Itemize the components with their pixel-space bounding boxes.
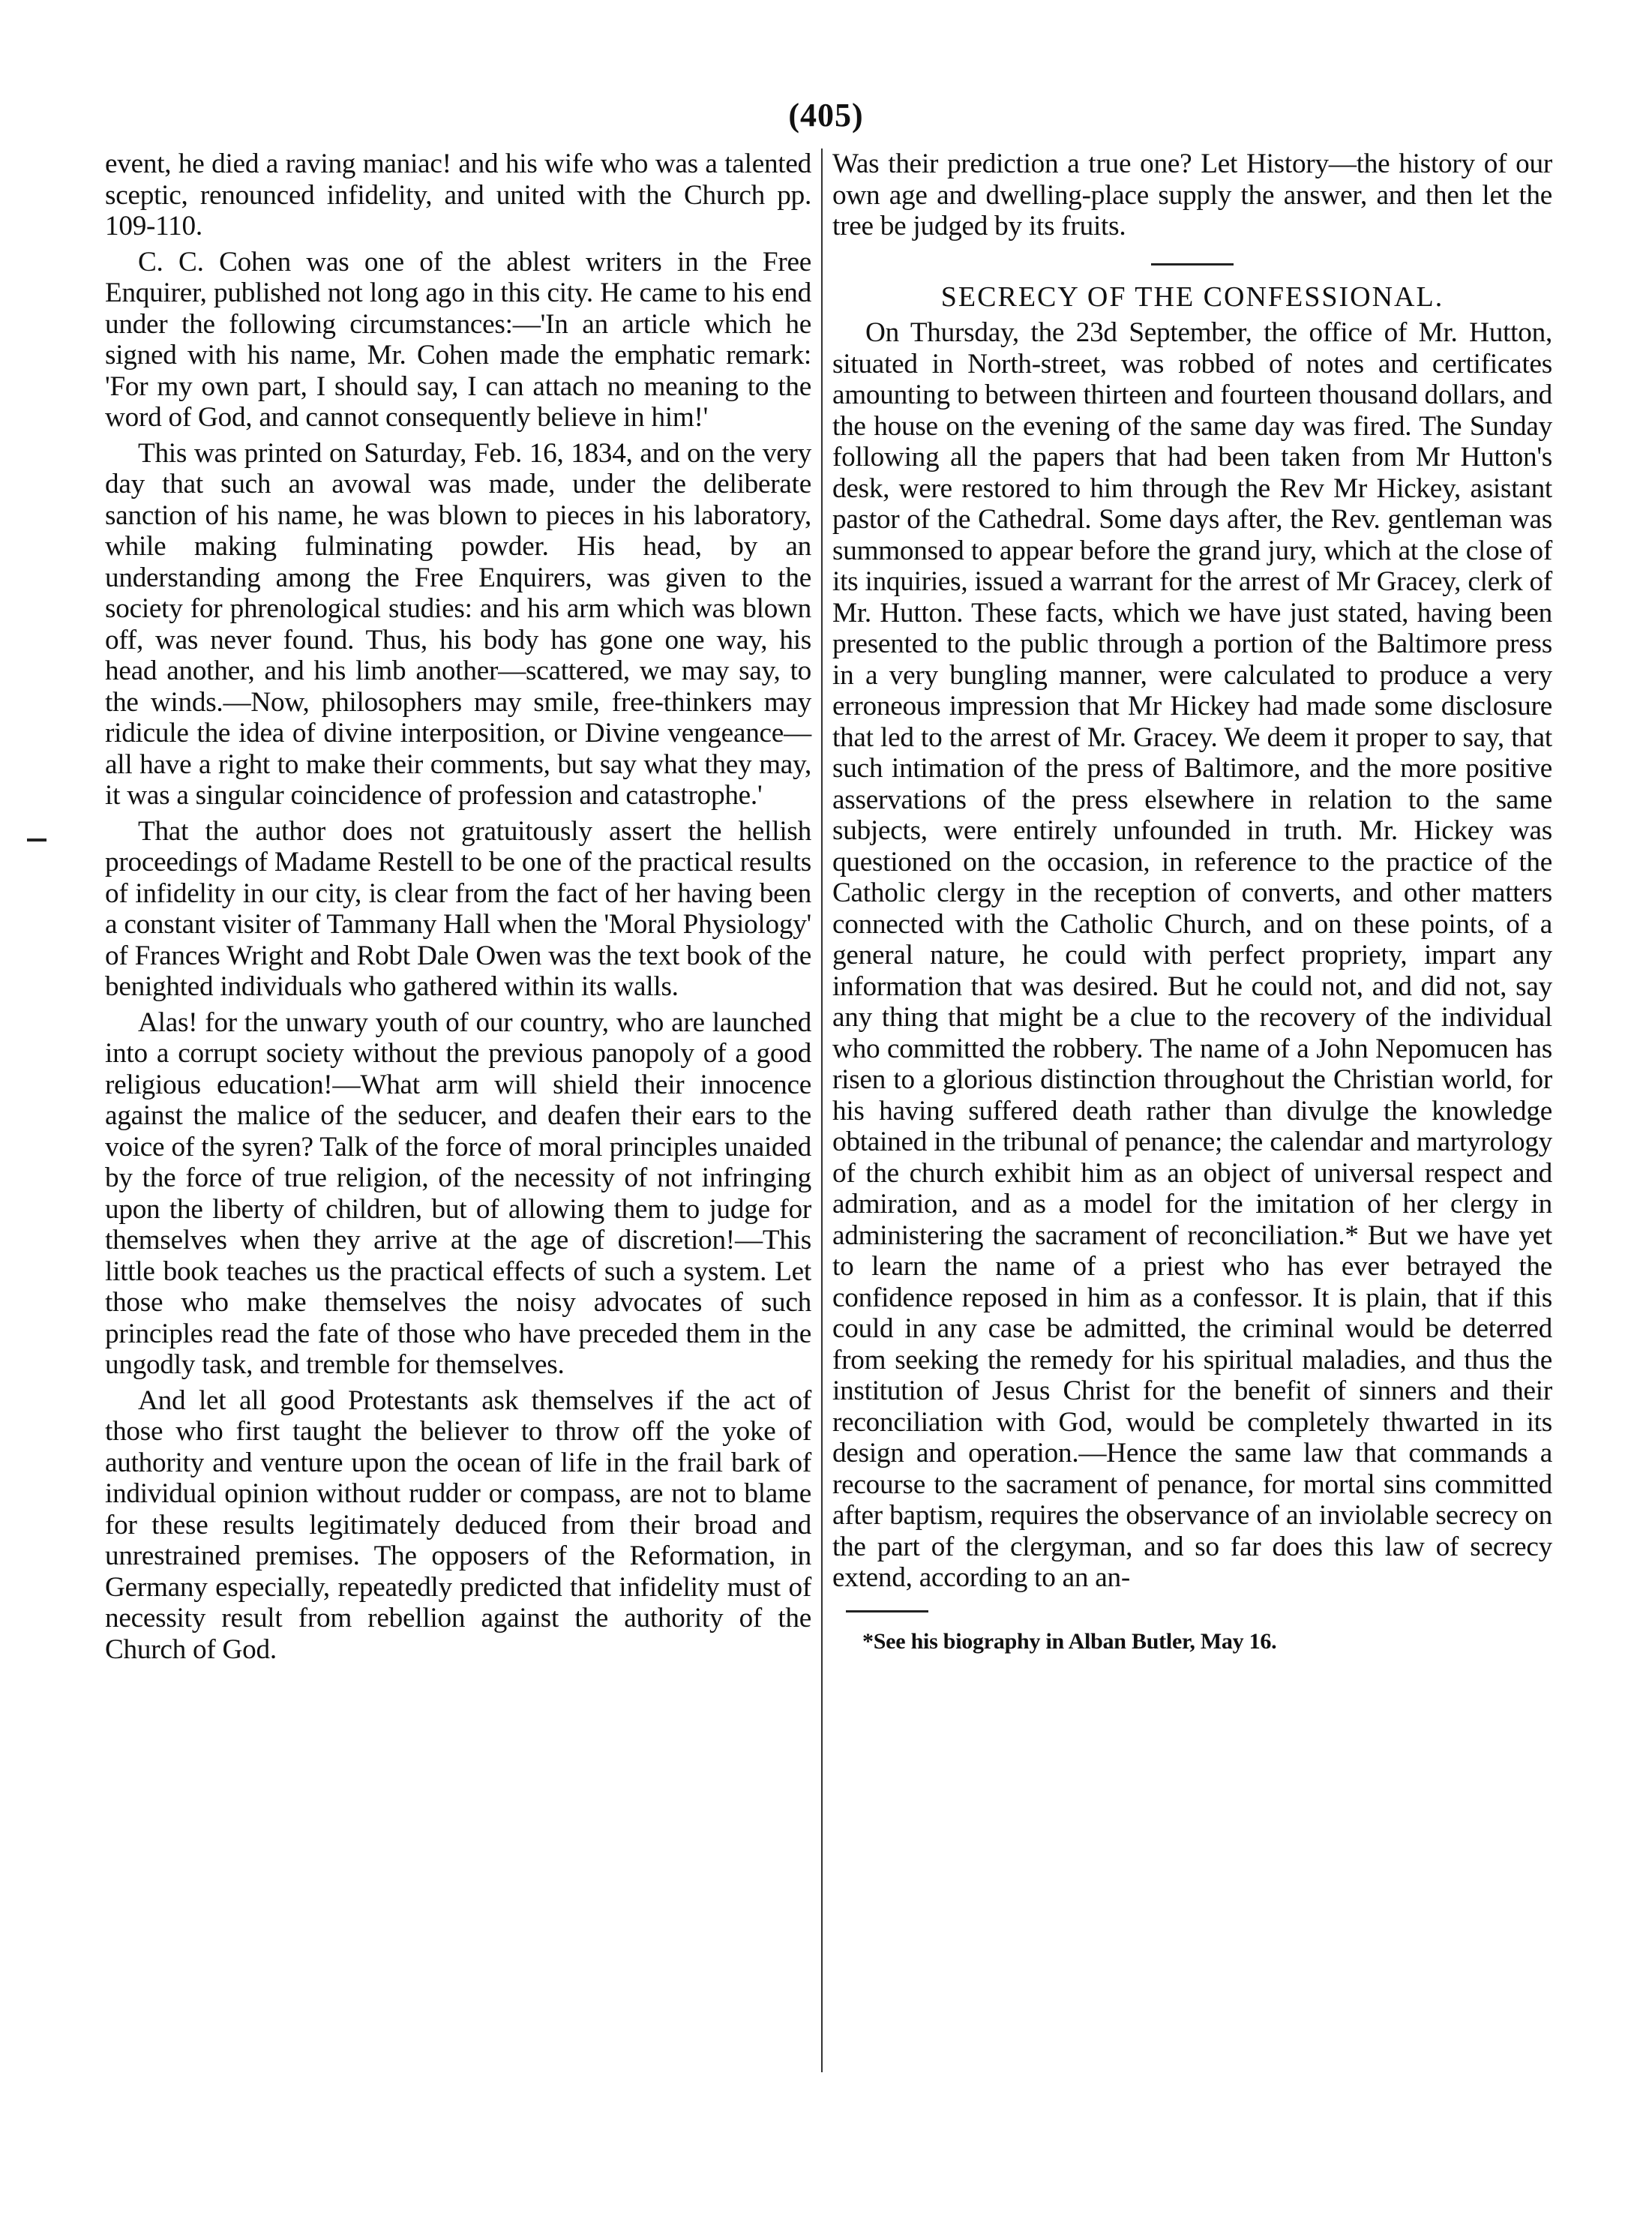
left-paragraph-4: That the author does not gratuitously assert the hellish proceedings of Madame Restell to be one of the practical results of infidelity in our city, is clear from the fact of her having been a constant visiter of Tammany Hall when the 'Moral Physiology' of Frances Wright and Robt Dale Owen was the text book of the benighted individuals who gathered within its walls.: [105, 815, 811, 1002]
left-paragraph-3: This was printed on Saturday, Feb. 16, 1834, and on the very day that such an avowal was made, under the deliberate sanction of his name, he was blown to pieces in his laboratory, while making fulminating powder. His head, by an understanding among the Free Enquirers, was given to the society for phrenological studies: and his arm which was blown off, was never found. Thus, his body has gone one way, his head another, and his limb another—scattered, we may say, to the winds.—Now, philosophers may smile, free-thinkers may ridicule the idea of divine interposition, or Divine vengeance—all have a right to make their comments, but say what they may, it was a singular coincidence of profession and catastrophe.': [105, 437, 811, 811]
section-divider: [1151, 263, 1234, 266]
left-paragraph-1: event, he died a raving maniac! and his wife who was a talented sceptic, renounced infidelity, and united with the Church pp. 109-110.: [105, 148, 811, 242]
right-paragraph-1: On Thursday, the 23d September, the office of Mr. Hutton, situated in North-street, was robbed of notes and certificates amounting to between thirteen and fourteen thousand dollars, and the house on the evening of the same day was fired. The Sunday following all the papers that had been taken from Mr Hutton's desk, were restored to him through the Rev Mr Hickey, asistant pastor of the Cathedral. Some days after, the Rev. gentleman was summonsed to appear before the grand jury, which at the close of its inquiries, issued a warrant for the arrest of Mr Gracey, clerk of Mr. Hutton. These facts, which we have just stated, having been presented to the public through a portion of the Baltimore press in a very bungling manner, were calculated to produce a very erroneous impression that Mr Hickey had made some disclosure that led to the arrest of Mr. Gracey. We deem it proper to say, that such intimation of the press of Baltimore, and the more positive asservations of the press elsewhere in relation to the same subjects, were entirely unfounded in truth. Mr. Hickey was questioned on the occasion, in reference to the practice of the Catholic clergy in the reception of converts, and other matters connected with the Catholic Church, and on these points, of a general nature, he could with perfect propriety, impart any information that was desired. But he could not, and did not, say any thing that might be a clue to the recovery of the individual who committed the robbery. The name of a John Nepomucen has risen to a glorious distinction throughout the Christian world, for his having suffered death rather than divulge the knowledge obtained in the tribunal of penance; the calendar and martyrology of the church exhibit him as an object of universal respect and admiration, and as a model for the imitation of her clergy in administering the sacrament of reconciliation.* But we have yet to learn the name of a priest who has ever betrayed the confidence reposed in him as a confessor. It is plain, that if this could in any case be admitted, the criminal would be deterred from seeking the remedy for his spiritual maladies, and thus the institution of Jesus Christ for the benefit of sinners and their reconciliation with God, would be completely thwarted in its design and operation.—Hence the same law that commands a recourse to the sacrament of penance, for mortal sins committed after baptism, requires the observance of an inviolable secrecy on the part of the clergyman, and so far does this law of secrecy extend, according to an an-: [832, 317, 1552, 1593]
footnote: *See his biography in Alban Butler, May 16.: [862, 1628, 1277, 1654]
left-paragraph-5: Alas! for the unwary youth of our country, who are launched into a corrupt society without the previous panopoly of a good religious education!—What arm will shield their innocence against the malice of the seducer, and deafen their ears to the voice of the syren? Talk of the force of moral principles unaided by the force of true religion, of the necessity of not infringing upon the liberty of children, but of allowing them to judge for themselves when they arrive at the age of discretion!—This little book teaches us the practical effects of such a system. Let those who make themselves the noisy advocates of such principles read the fate of those who have preceded them in the ungodly task, and tremble for themselves.: [105, 1006, 811, 1380]
left-column: [105, 148, 811, 1670]
right-column: [832, 148, 1552, 1657]
page-number: (405): [788, 97, 864, 134]
right-intro-paragraph: Was their prediction a true one? Let History—the history of our own age and dwelling-place supply the answer, and then let the tree be judged by its fruits.: [832, 148, 1552, 242]
footnote-divider: [846, 1610, 928, 1612]
left-paragraph-2: C. C. Cohen was one of the ablest writers in the Free Enquirer, published not long ago in this city. He came to his end under the following circumstances:—'In an article which he signed with his name, Mr. Cohen made the emphatic remark: 'For my own part, I should say, I can attach no meaning to the word of God, and cannot consequently believe in him!': [105, 246, 811, 433]
left-paragraph-6: And let all good Protestants ask themselves if the act of those who first taught the believer to throw off the yoke of authority and venture upon the ocean of life in the frail bark of individual opinion without rudder or compass, are not to blame for these results legitimately deduced from their broad and unrestrained premises. The opposers of the Reformation, in Germany especially, repeatedly predicted that infidelity must of necessity result from rebellion against the authority of the Church of God.: [105, 1384, 811, 1665]
section-heading: SECRECY OF THE CONFESSIONAL.: [940, 280, 1444, 313]
column-divider: [821, 148, 823, 2072]
margin-mark: [27, 838, 46, 842]
